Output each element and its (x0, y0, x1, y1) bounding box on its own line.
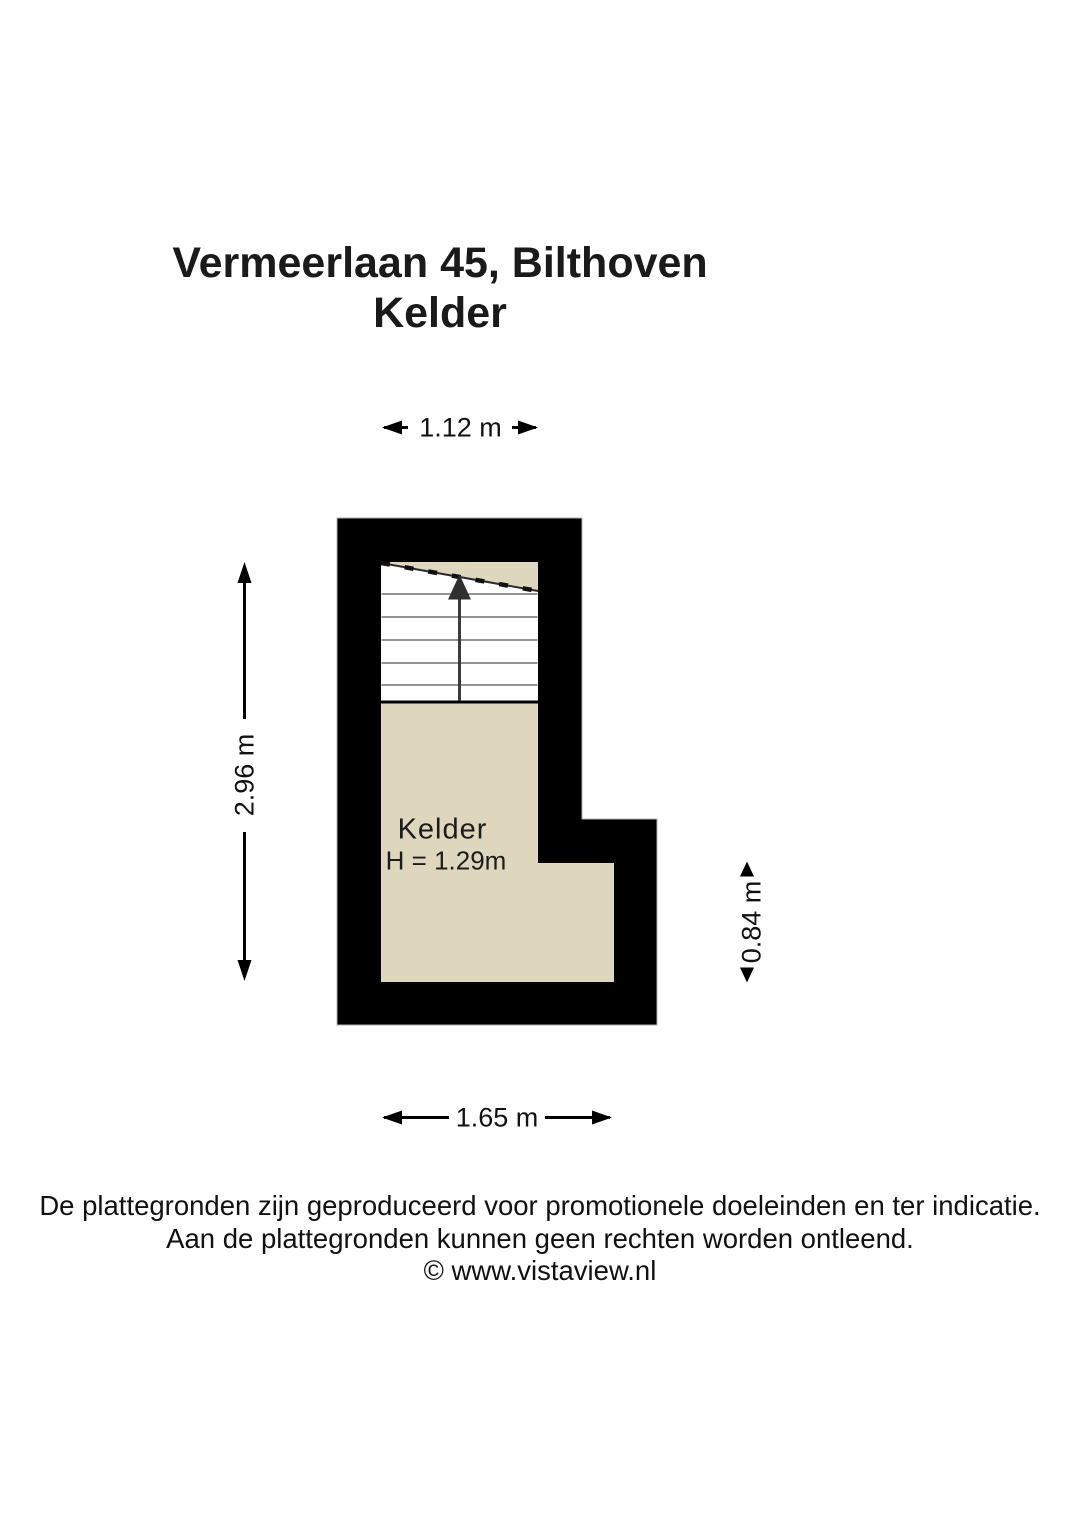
title-address: Vermeerlaan 45, Bilthoven (172, 239, 708, 287)
page-title (172, 238, 707, 338)
dimension-label-right: 0.84 m (736, 880, 766, 964)
footer-disclaimer (0, 1190, 1080, 1288)
disclaimer-line-1: De plattegronden zijn geproduceerd voor promotionele doeleinden en ter indicatie. (39, 1190, 1041, 1221)
stairs (381, 562, 538, 702)
room-name-label: Kelder (397, 813, 488, 845)
room-ceiling-height-label: H = 1.29m (385, 845, 507, 875)
copyright-line: © www.vistaview.nl (423, 1255, 657, 1286)
dimension-label-left: 2.96 m (229, 733, 259, 817)
dimension-label-bottom: 1.65 m (455, 1102, 539, 1132)
dimension-label-top: 1.12 m (419, 412, 502, 442)
disclaimer-line-2: Aan de plattegronden kunnen geen rechten worden ontleend. (166, 1222, 914, 1254)
title-floor-name: Kelder (373, 289, 507, 337)
